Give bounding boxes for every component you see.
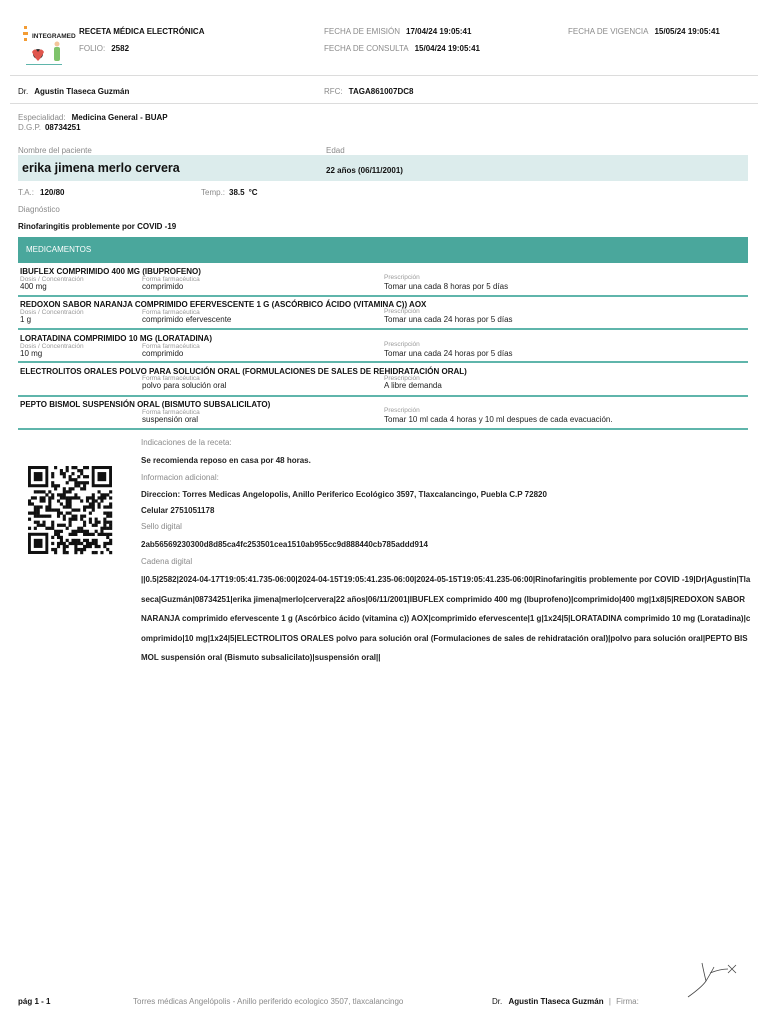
forma-label: Forma farmacéutica <box>142 343 200 350</box>
celular-value: Celular 2751051178 <box>141 506 215 515</box>
med-presc: Tomar una cada 8 horas por 5 días <box>384 282 509 291</box>
dgp-row <box>18 123 81 132</box>
presc-label: Prescripción <box>384 308 420 315</box>
vigencia-value: 15/05/24 19:05:41 <box>654 27 720 36</box>
footer-dr-name: Agustin Tlaseca Guzmán <box>508 997 604 1006</box>
med-presc: Tomar una cada 24 horas por 5 días <box>384 349 513 358</box>
info-label: Informacion adicional: <box>141 473 219 482</box>
med-title: IBUFLEX COMPRIMIDO 400 MG (IBUPROFENO) <box>20 267 201 276</box>
ta-row <box>18 188 64 197</box>
patient-name-label: Nombre del paciente <box>18 146 92 155</box>
med-title: PEPTO BISMOL SUSPENSIÓN ORAL (BISMUTO SUBSALICILATO) <box>20 400 271 409</box>
forma-label: Forma farmacéutica <box>142 375 200 382</box>
sello-label: Sello digital <box>141 522 182 531</box>
patient-age-label: Edad <box>326 146 345 155</box>
folio-label: FOLIO: <box>79 44 106 53</box>
divider <box>10 103 758 104</box>
indicaciones-value: Se recomienda reposo en casa por 48 horas. <box>141 456 311 465</box>
page-number: pág 1 - 1 <box>18 997 51 1006</box>
temp-unit: °C <box>248 188 258 197</box>
footer-signature-block: Dr. Agustin Tlaseca Guzmán | Firma: <box>492 997 639 1006</box>
logo-text: INTEGRAMED <box>32 33 76 40</box>
vigencia-row <box>568 27 720 36</box>
doctor-prefix: Dr. <box>18 87 29 96</box>
folio-value: 2582 <box>111 44 130 53</box>
med-divider <box>18 295 748 297</box>
dgp-label: D.G.P. <box>18 123 41 132</box>
patient-name: erika jimena merlo cervera <box>22 161 180 175</box>
footer-firma-label: Firma: <box>616 997 639 1006</box>
dgp-value: 08734251 <box>44 123 81 132</box>
consulta-label: FECHA DE CONSULTA <box>324 44 409 53</box>
med-dosis: 10 mg <box>20 349 43 358</box>
diagnosis-label: Diagnóstico <box>18 205 60 214</box>
medications-header: MEDICAMENTOS <box>18 237 748 263</box>
rfc-label: RFC: <box>324 87 343 96</box>
sello-value: 2ab56569230300d8d85ca4fc253501cea1510ab955cc9d888440cb785addd914 <box>141 540 428 549</box>
med-dosis: 1 g <box>20 315 32 324</box>
med-forma: suspensión oral <box>142 415 199 424</box>
forma-label: Forma farmacéutica <box>142 276 200 283</box>
especialidad-label: Especialidad: <box>18 113 66 122</box>
divider <box>10 75 758 76</box>
footer-dr-prefix: Dr. <box>492 997 503 1006</box>
dosis-label: Dosis / Concentración <box>20 276 84 283</box>
med-title: LORATADINA COMPRIMIDO 10 MG (LORATADINA) <box>20 334 212 343</box>
dosis-label: Dosis / Concentración <box>20 343 84 350</box>
signature-image <box>684 957 744 1001</box>
med-title: ELECTROLITOS ORALES POLVO PARA SOLUCIÓN ORAL (FORMULACIONES DE SALES DE REHIDRATACIÓN ORAL) <box>20 367 467 376</box>
ta-label: T.A.: <box>18 188 35 197</box>
document-title: RECETA MÉDICA ELECTRÓNICA <box>79 27 205 36</box>
presc-label: Prescripción <box>384 375 420 382</box>
med-forma: polvo para solución oral <box>142 381 227 390</box>
med-divider <box>18 361 748 363</box>
med-forma: comprimido efervescente <box>142 315 232 324</box>
vigencia-label: FECHA DE VIGENCIA <box>568 27 649 36</box>
rfc-value: TAGA861007DC8 <box>348 87 414 96</box>
med-presc: Tomar una cada 24 horas por 5 días <box>384 315 513 324</box>
med-divider <box>18 395 748 397</box>
qr-code <box>28 466 112 554</box>
emision-row <box>324 27 471 36</box>
med-divider <box>18 428 748 430</box>
med-forma: comprimido <box>142 282 184 291</box>
temp-row <box>201 188 258 197</box>
clinic-logo <box>18 22 76 70</box>
presc-label: Prescripción <box>384 341 420 348</box>
med-dosis: 400 mg <box>20 282 47 291</box>
med-divider <box>18 328 748 330</box>
ta-value: 120/80 <box>40 188 65 197</box>
cadena-label: Cadena digital <box>141 557 193 566</box>
emision-value: 17/04/24 19:05:41 <box>406 27 472 36</box>
doctor-name: Agustin Tlaseca Guzmán <box>34 87 130 96</box>
presc-label: Prescripción <box>384 274 420 281</box>
direccion-value: Direccion: Torres Medicas Angelopolis, Anillo Periferico Ecológico 3597, Tlaxcalancingo, Puebla C.P 72820 <box>141 490 547 499</box>
emision-label: FECHA DE EMISIÓN <box>324 27 401 36</box>
cadena-value: ||0.5|2582|2024-04-17T19:05:41.735-06:00|2024-04-15T19:05:41.235-06:00|2024-05-15T19:05:41.235-06:00|Rinofaringitis problemente por COVID -19|Dr|Agustin|Tlaseca|Guzmán|08734251|erika jimena|merlo|cervera|22 años|06/11/2001|IBUFLEX comprimido 400 mg (Ibuprofeno)|comprimido|400 mg|1x8|5|REDOXON SABOR NARANJA comprimido efervescente 1 g (Ascórbico ácido (vitamina c)) AOX|comprimido efervescente|1 g|1x24|5|LORATADINA comprimido 10 mg (Loratadina)|comprimido|10 mg|1x24|5|ELECTROLITOS ORALES polvo para solución oral (Formulaciones de sales de rehidratación oral)|polvo para solución oral|PEPTO BISMOL suspensión oral (Bismuto subsalicilato)|suspensión oral|| <box>141 575 751 662</box>
med-presc: A libre demanda <box>384 381 442 390</box>
patient-age: 22 años (06/11/2001) <box>326 166 403 175</box>
especialidad-value: Medicina General - BUAP <box>71 113 168 122</box>
dosis-label: Dosis / Concentración <box>20 309 84 316</box>
temp-label: Temp.: <box>201 188 226 197</box>
forma-label: Forma farmacéutica <box>142 309 200 316</box>
consulta-value: 15/04/24 19:05:41 <box>414 44 480 53</box>
presc-label: Prescripción <box>384 407 420 414</box>
consulta-row <box>324 44 480 53</box>
med-forma: comprimido <box>142 349 184 358</box>
footer-address: Torres médicas Angelópolis - Anillo periferido ecologico 3507, tlaxcalancingo <box>133 997 404 1006</box>
indicaciones-label: Indicaciones de la receta: <box>141 438 232 447</box>
forma-label: Forma farmacéutica <box>142 409 200 416</box>
especialidad-row <box>18 113 168 122</box>
med-title: REDOXON SABOR NARANJA COMPRIMIDO EFERVESCENTE 1 G (ASCÓRBICO ÁCIDO (VITAMINA C)) AOX <box>20 300 427 309</box>
med-presc: Tomar 10 ml cada 4 horas y 10 ml despues de cada evacuación. <box>384 415 613 424</box>
temp-value: 38.5 <box>229 188 245 197</box>
doctor-row <box>18 87 129 96</box>
diagnosis-value: Rinofaringitis problemente por COVID -19 <box>18 222 177 231</box>
folio-row <box>79 44 129 53</box>
rfc-row <box>324 87 413 96</box>
